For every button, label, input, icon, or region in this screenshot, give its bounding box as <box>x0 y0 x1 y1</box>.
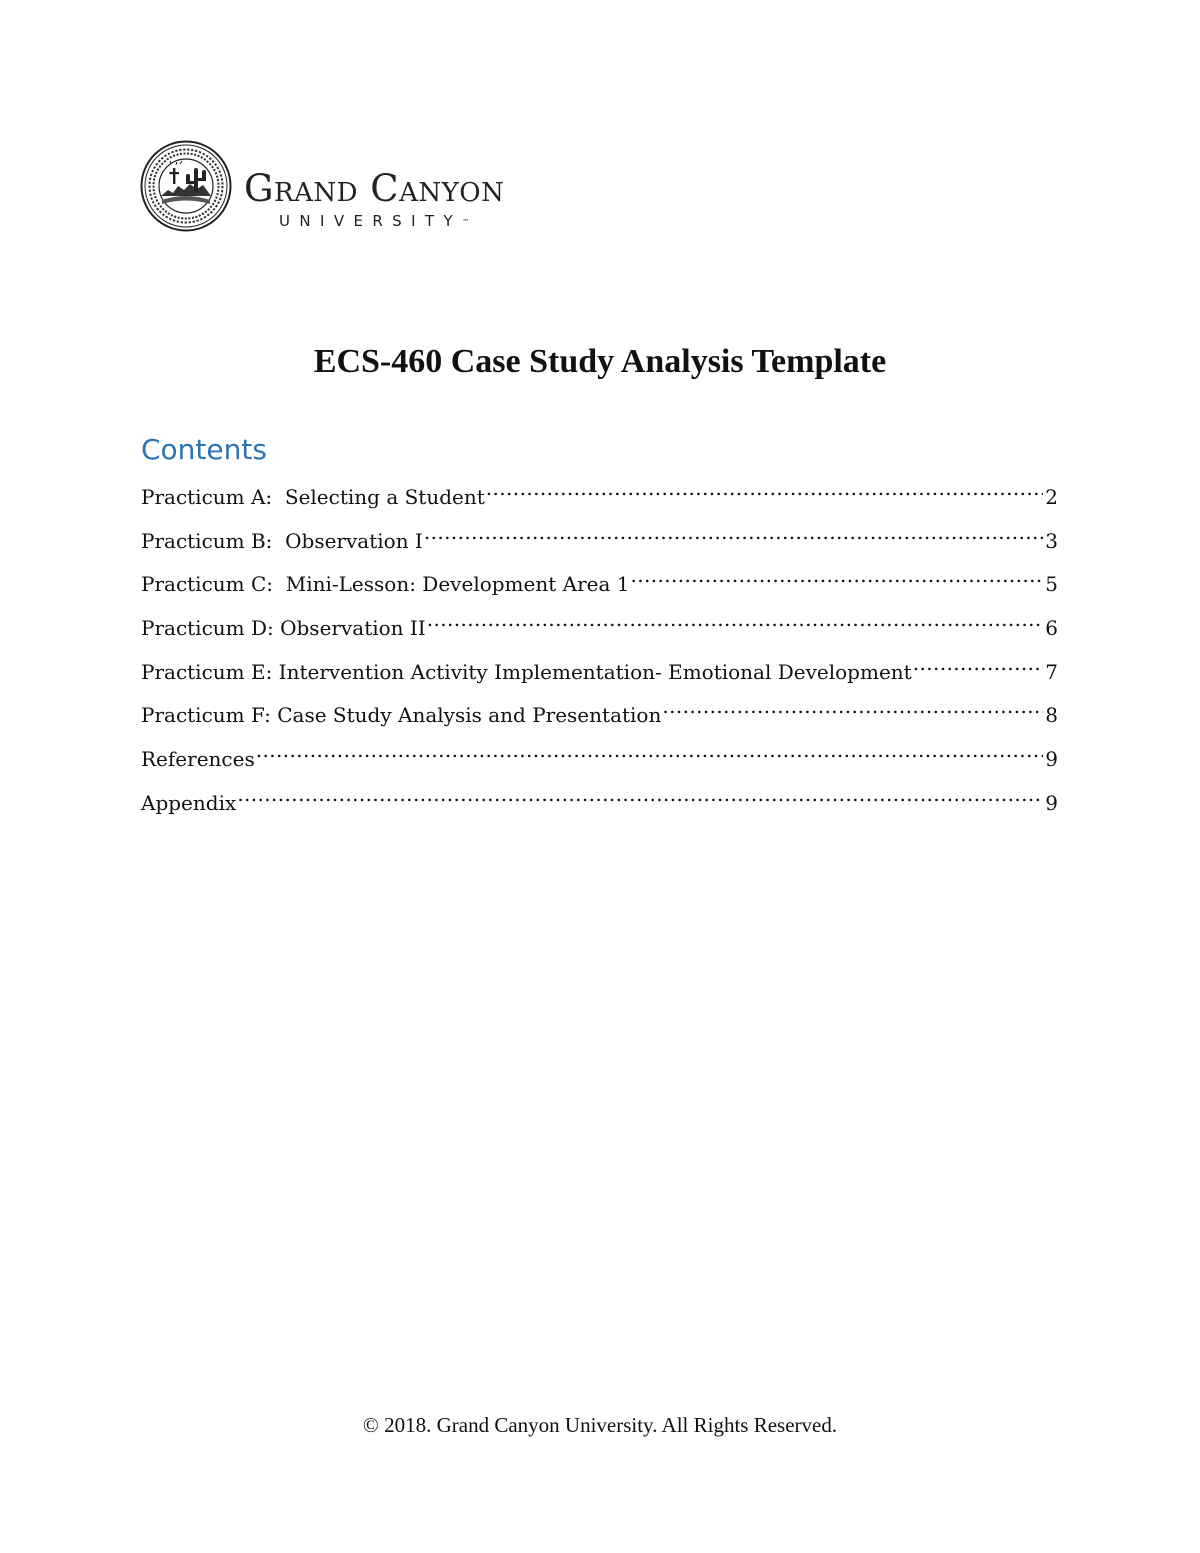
toc-dot-leader <box>427 603 1044 635</box>
trademark-symbol: ™ <box>462 218 470 226</box>
toc-dot-leader <box>237 778 1043 810</box>
toc-entry-label: Practicum C: Mini-Lesson: Development Area 1 <box>141 572 630 597</box>
toc-entry-label: Appendix <box>141 790 237 815</box>
toc-entry-label: References <box>141 747 255 772</box>
toc-dot-leader <box>486 472 1043 504</box>
toc-dot-leader <box>424 516 1043 548</box>
toc-entry-page: 9 <box>1045 747 1058 772</box>
toc-entry-practicum-b[interactable] <box>141 516 1058 560</box>
toc-entry-practicum-f[interactable] <box>141 690 1058 734</box>
university-subtitle-text: UNIVERSITY <box>279 212 463 230</box>
toc-entry-page: 5 <box>1045 572 1058 597</box>
toc-entry-label: Practicum A: Selecting a Student <box>141 485 485 509</box>
toc-entry-label: Practicum D: Observation II <box>141 616 426 641</box>
toc-entry-practicum-d[interactable] <box>141 603 1058 647</box>
toc-entry-page: 8 <box>1045 703 1058 728</box>
toc-entry-page: 9 <box>1045 790 1058 815</box>
toc-entry-label: Practicum B: Observation I <box>141 528 423 553</box>
copyright-footer: © 2018. Grand Canyon University. All Rights Reserved. <box>362 1413 838 1437</box>
toc-entry-references[interactable] <box>141 734 1058 778</box>
toc-entry-practicum-c[interactable] <box>141 559 1058 603</box>
university-subtitle <box>279 212 504 230</box>
toc-entry-page: 7 <box>1045 659 1058 684</box>
contents-heading: Contents <box>141 433 267 466</box>
toc-entry-label: Practicum F: Case Study Analysis and Presentation <box>141 703 662 728</box>
document-title: ECS-460 Case Study Analysis Template <box>313 343 887 380</box>
toc-entry-page: 6 <box>1045 616 1058 641</box>
toc-entry-appendix[interactable] <box>141 778 1058 822</box>
university-wordmark <box>244 167 505 230</box>
table-of-contents <box>141 472 1058 822</box>
university-logo <box>140 140 560 234</box>
toc-dot-leader <box>662 690 1043 722</box>
toc-entry-page: 2 <box>1045 485 1058 509</box>
toc-dot-leader <box>913 647 1044 679</box>
toc-entry-practicum-e[interactable] <box>141 647 1058 691</box>
toc-dot-leader <box>256 734 1044 766</box>
toc-dot-leader <box>630 559 1043 591</box>
toc-entry-label: Practicum E: Intervention Activity Implementation- Emotional Development <box>141 659 912 684</box>
toc-entry-page: 3 <box>1045 528 1058 553</box>
university-seal-icon <box>140 140 232 232</box>
university-name: Grand Canyon <box>244 167 505 210</box>
toc-entry-practicum-a[interactable] <box>141 472 1058 516</box>
